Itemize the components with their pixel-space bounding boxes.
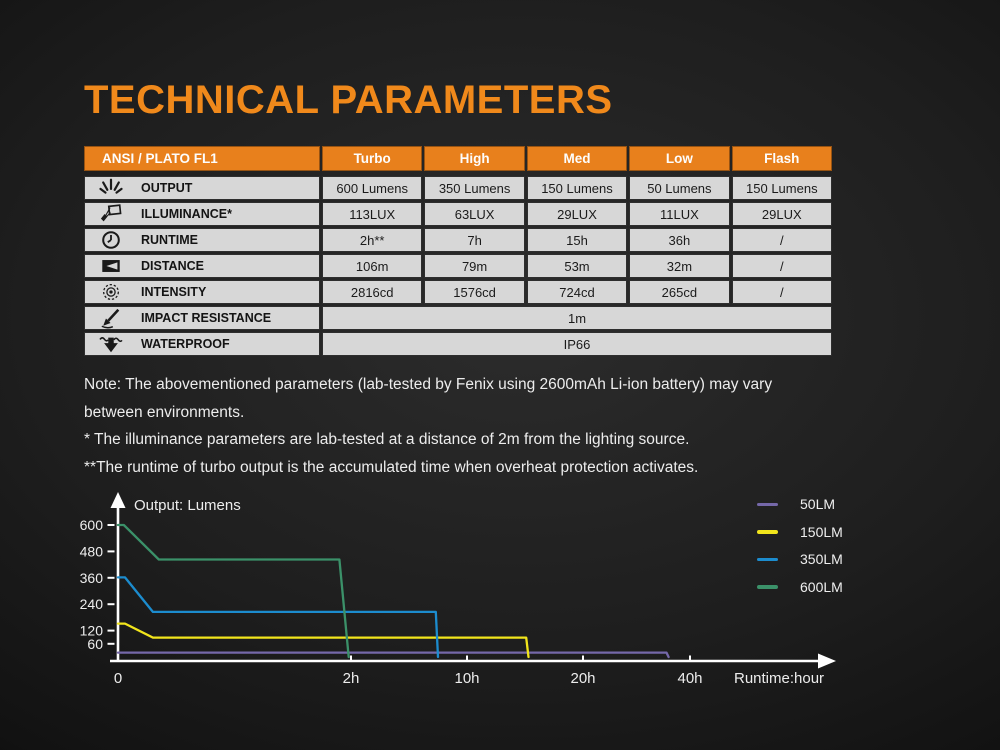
row-label-impact-resistance: [84, 306, 320, 330]
header-cell-turbo: Turbo: [322, 146, 422, 171]
output-icon: [98, 177, 124, 199]
y-tick-label: 360: [79, 569, 103, 586]
y-axis-arrow: [111, 492, 126, 508]
note-line: between environments.: [84, 403, 245, 421]
y-tick-label: 60: [87, 635, 103, 652]
table-cell: /: [732, 228, 832, 252]
header-cell-med: Med: [527, 146, 627, 171]
table-cell: 63LUX: [424, 202, 524, 226]
x-tick-label: 10h: [454, 670, 480, 687]
spec-table-header: [84, 146, 832, 171]
series-line-600LM: [118, 525, 349, 657]
impact-icon: [98, 307, 124, 329]
table-cell: 113LUX: [322, 202, 422, 226]
legend-item-50lm: [757, 497, 843, 512]
legend-label: 600LM: [800, 578, 843, 595]
intensity-icon: [98, 281, 124, 303]
note-line: **The runtime of turbo output is the accumulated time when overheat protection activates.: [84, 458, 699, 476]
table-cell: 1576cd: [424, 280, 524, 304]
table-cell: 106m: [322, 254, 422, 278]
table-cell: 79m: [424, 254, 524, 278]
note-line: Note: The abovementioned parameters (lab-tested by Fenix using 2600mAh Li-ion battery) may vary: [84, 376, 773, 393]
series-line-150LM: [118, 624, 529, 657]
table-cell: 2h**: [322, 228, 422, 252]
table-cell: /: [732, 280, 832, 304]
legend-swatch-350lm: [757, 558, 778, 562]
table-cell: 7h: [424, 228, 524, 252]
row-label-text: OUTPUT: [141, 181, 193, 195]
row-label-intensity: [84, 280, 320, 304]
table-cell: 15h: [527, 228, 627, 252]
notes-block: [84, 371, 914, 481]
x-axis-arrow: [818, 654, 836, 669]
runtime-icon: [98, 229, 124, 251]
table-cell: 29LUX: [732, 202, 832, 226]
chart-legend: [757, 497, 843, 594]
table-cell: 32m: [629, 254, 729, 278]
row-label-output: [84, 176, 320, 200]
table-cell: 53m: [527, 254, 627, 278]
table-cell: 600 Lumens: [322, 176, 422, 200]
x-tick-label: 0: [113, 670, 123, 687]
table-cell: 29LUX: [527, 202, 627, 226]
page-title: TECHNICAL PARAMETERS: [84, 78, 613, 122]
table-cell: 150 Lumens: [527, 176, 627, 200]
spec-table-body: [84, 176, 832, 356]
legend-swatch-150lm: [757, 530, 778, 534]
table-cell-merged: IP66: [322, 332, 832, 356]
illuminance-icon: [98, 203, 124, 225]
table-cell: 36h: [629, 228, 729, 252]
x-tick-label: 40h: [677, 670, 703, 687]
row-label-distance: [84, 254, 320, 278]
row-label-text: DISTANCE: [141, 259, 204, 273]
y-tick-label: 120: [79, 622, 103, 639]
legend-item-350lm: [757, 552, 843, 567]
row-label-runtime: [84, 228, 320, 252]
y-tick-label: 480: [79, 543, 103, 560]
row-label-text: ILLUMINANCE*: [141, 207, 232, 221]
spec-table: [84, 146, 832, 356]
header-cell-standard: ANSI / PLATO FL1: [84, 146, 320, 171]
row-label-waterproof: [84, 332, 320, 356]
table-cell-merged: 1m: [322, 306, 832, 330]
table-cell: 265cd: [629, 280, 729, 304]
waterproof-icon: [98, 333, 124, 355]
x-tick-label: 20h: [570, 670, 596, 687]
chart-title: Output: Lumens: [134, 497, 241, 514]
x-axis-title: Runtime:hour: [734, 670, 825, 687]
row-label-text: IMPACT RESISTANCE: [141, 311, 272, 325]
legend-swatch-600lm: [757, 585, 778, 589]
table-cell: 2816cd: [322, 280, 422, 304]
row-label-illuminance: [84, 202, 320, 226]
series-line-350LM: [118, 577, 438, 657]
series-line-50LM: [118, 653, 669, 657]
row-label-text: RUNTIME: [141, 233, 198, 247]
legend-label: 50LM: [800, 496, 836, 513]
table-cell: 150 Lumens: [732, 176, 832, 200]
y-tick-label: 600: [79, 517, 103, 533]
legend-label: 350LM: [800, 551, 843, 568]
table-cell: 350 Lumens: [424, 176, 524, 200]
row-label-text: WATERPROOF: [141, 337, 230, 351]
distance-icon: [98, 255, 124, 277]
row-label-text: INTENSITY: [141, 285, 207, 299]
note-line: * The illuminance parameters are lab-tested at a distance of 2m from the lighting source.: [84, 431, 690, 448]
legend-label: 150LM: [800, 523, 843, 540]
x-tick-label: 2h: [342, 670, 360, 687]
table-cell: /: [732, 254, 832, 278]
table-cell: 724cd: [527, 280, 627, 304]
table-cell: 50 Lumens: [629, 176, 729, 200]
legend-item-600lm: [757, 580, 843, 595]
y-tick-label: 240: [79, 596, 103, 613]
table-cell: 11LUX: [629, 202, 729, 226]
legend-swatch-50lm: [757, 503, 778, 507]
header-cell-flash: Flash: [732, 146, 832, 171]
header-cell-low: Low: [629, 146, 729, 171]
legend-item-150lm: [757, 525, 843, 540]
header-cell-high: High: [424, 146, 524, 171]
